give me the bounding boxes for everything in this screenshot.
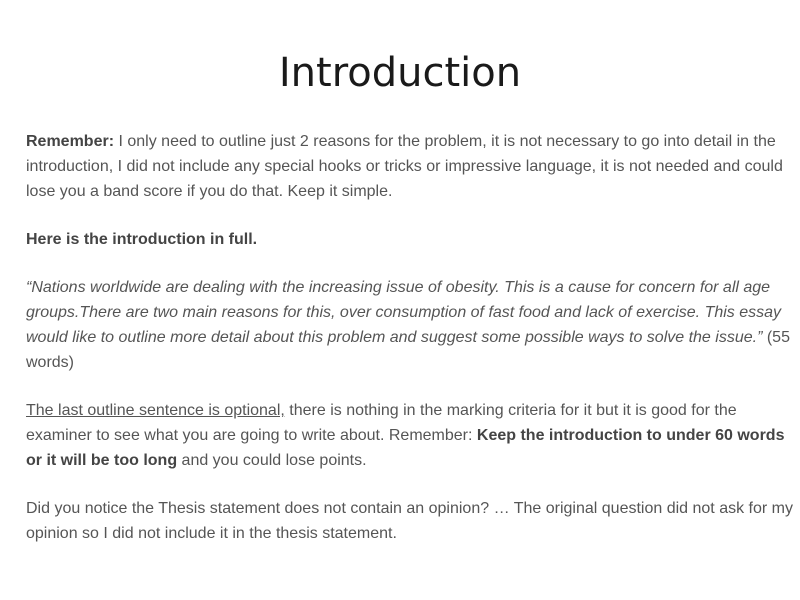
- page-title: Introduction: [278, 50, 522, 96]
- section-heading: Here is the introduction in full.: [26, 231, 258, 248]
- thesis-note-paragraph: Did you notice the Thesis statement does not contain an opinion? … The original question did not ask for my opinion so I did not include it in the thesis statement.: [26, 500, 793, 542]
- outline-note-text: there is nothing in the marking criteria for it but it is good for the examiner to see what you are going to write about. Remember:: [26, 402, 737, 444]
- content-body: [26, 129, 796, 569]
- remember-text: I only need to outline just 2 reasons for the problem, it is not necessary to go into detail in the introduction, I did not include any special hooks or tricks or impressive language, it is not needed and could lose you a band score if you do that. Keep it simple.: [26, 133, 783, 200]
- remember-paragraph: [26, 129, 796, 204]
- intro-quote-text: “Nations worldwide are dealing with the increasing issue of obesity. This is a cause for concern for all age groups.There are two main reasons for this, over consumption of fast food and lack of exercise. This essay would like to outline more detail about this problem and suggest some possible ways to solve the issue.”: [26, 279, 782, 346]
- outline-note-bold: Keep the introduction to under 60 words or it will be too long: [26, 427, 785, 469]
- outline-note-underlined: The last outline sentence is optional,: [26, 402, 285, 419]
- outline-note-paragraph: [26, 398, 796, 473]
- outline-note-tail: and you could lose points.: [177, 452, 367, 469]
- intro-quote-paragraph: [26, 275, 796, 375]
- remember-label: Remember:: [26, 133, 115, 150]
- word-count: (55 words): [26, 329, 790, 371]
